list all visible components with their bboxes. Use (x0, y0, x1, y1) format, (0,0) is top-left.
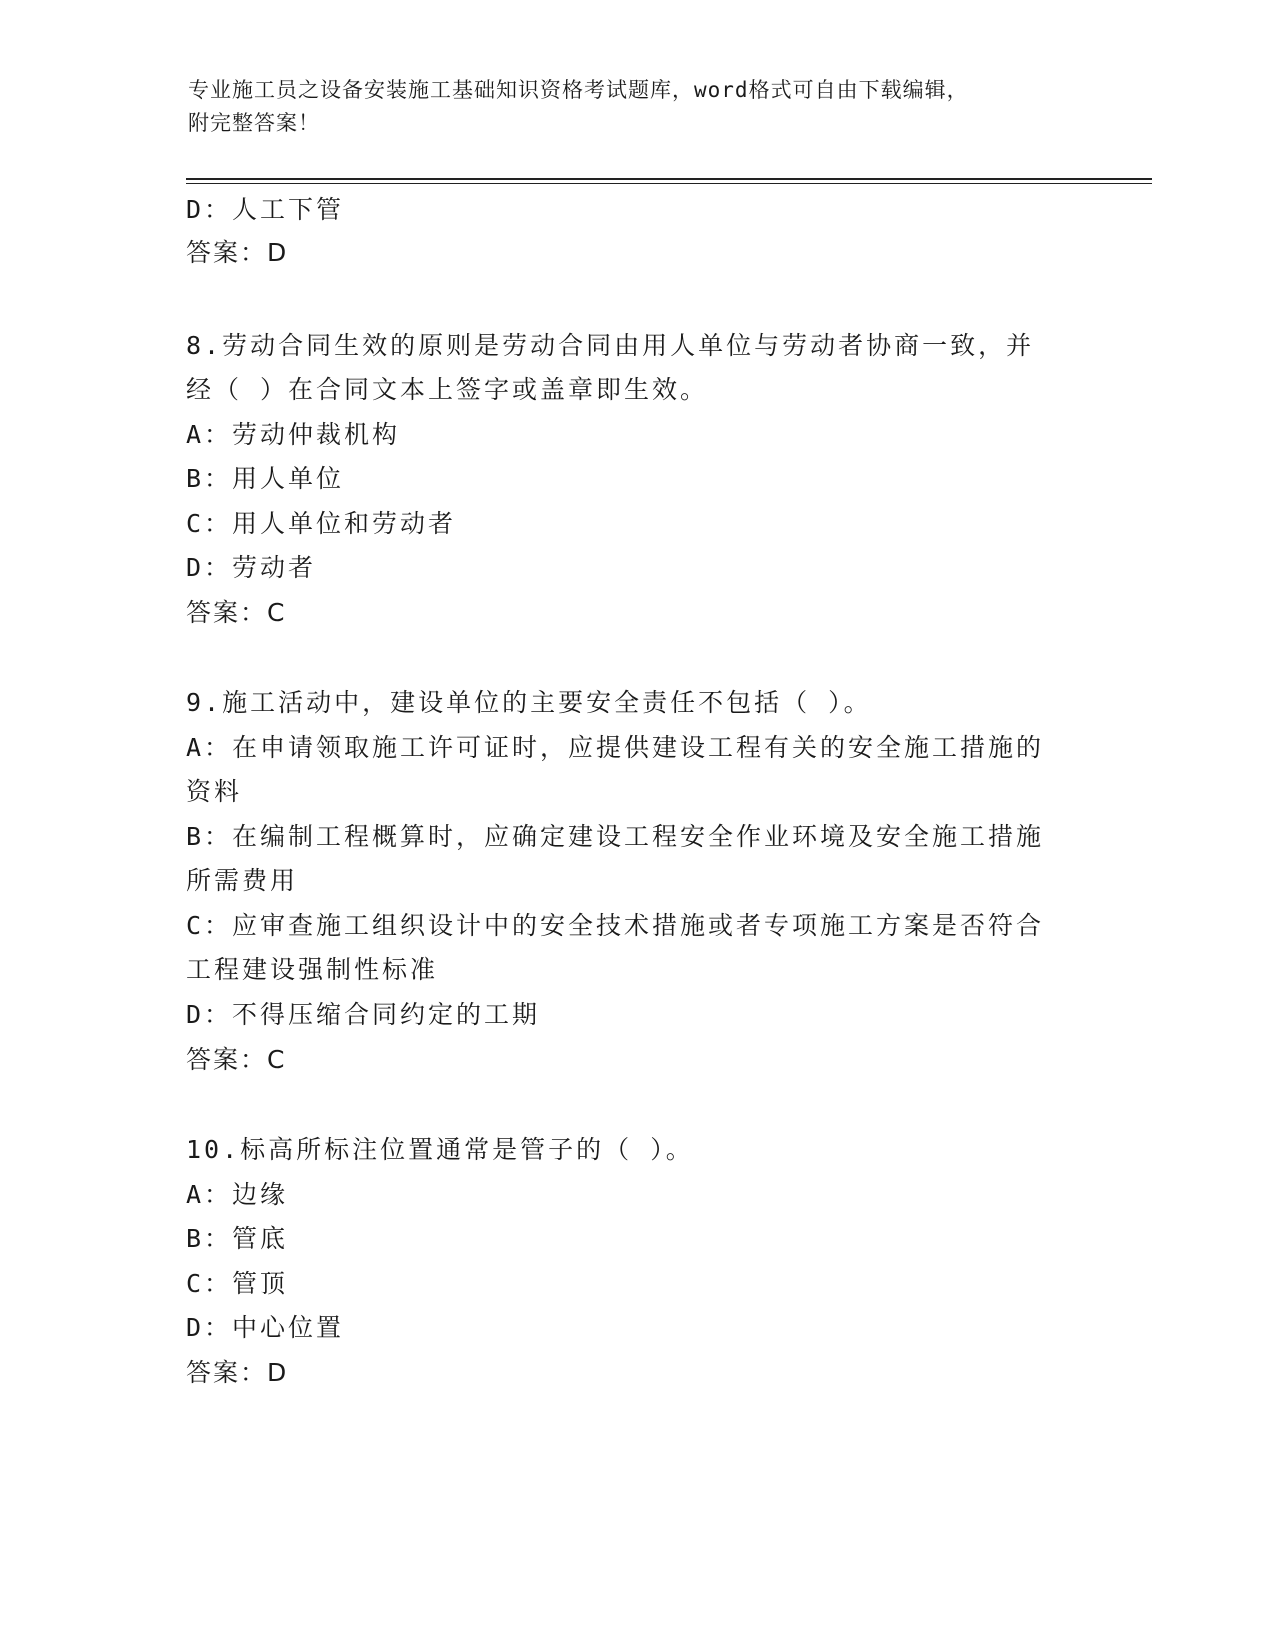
q8-option-d: D：劳动者 (186, 553, 317, 582)
q8-stem-line-2: 经（ ）在合同文本上签字或盖章即生效。 (186, 375, 709, 404)
header-divider-thick (186, 178, 1152, 180)
prev-answer: 答案：D (186, 238, 289, 267)
q8-option-c: C：用人单位和劳动者 (186, 509, 457, 538)
header-divider-thin (186, 183, 1152, 184)
q9-answer: 答案：C (186, 1045, 287, 1074)
q9-option-a-line-1: A：在申请领取施工许可证时，应提供建设工程有关的安全施工措施的 (186, 733, 1045, 762)
prev-option-d: D：人工下管 (186, 195, 345, 224)
q8-answer: 答案：C (186, 598, 287, 627)
q9-stem: 9.施工活动中，建设单位的主要安全责任不包括（ ）。 (186, 688, 872, 717)
q10-option-b: B：管底 (186, 1224, 289, 1253)
header-line-1: 专业施工员之设备安装施工基础知识资格考试题库，word格式可自由下载编辑， (188, 78, 969, 102)
q9-option-c-line-1: C：应审查施工组织设计中的安全技术措施或者专项施工方案是否符合 (186, 911, 1045, 940)
q10-stem: 10.标高所标注位置通常是管子的（ ）。 (186, 1135, 694, 1164)
q10-answer: 答案：D (186, 1358, 289, 1387)
q9-option-d: D：不得压缩合同约定的工期 (186, 1000, 541, 1029)
q8-option-b: B：用人单位 (186, 464, 345, 493)
q10-option-a: A：边缘 (186, 1180, 289, 1209)
q8-option-a: A：劳动仲裁机构 (186, 420, 401, 449)
header-line-2: 附完整答案！ (188, 111, 320, 135)
q9-option-b-line-2: 所需费用 (186, 866, 299, 895)
q9-option-b-line-1: B：在编制工程概算时，应确定建设工程安全作业环境及安全施工措施 (186, 822, 1045, 851)
q8-stem-line-1: 8.劳动合同生效的原则是劳动合同由用人单位与劳动者协商一致，并 (186, 331, 1035, 360)
q9-option-a-line-2: 资料 (186, 777, 243, 806)
q10-option-c: C：管顶 (186, 1269, 289, 1298)
q9-option-c-line-2: 工程建设强制性标准 (186, 955, 439, 984)
q10-option-d: D：中心位置 (186, 1313, 345, 1342)
document-header (188, 74, 1088, 140)
